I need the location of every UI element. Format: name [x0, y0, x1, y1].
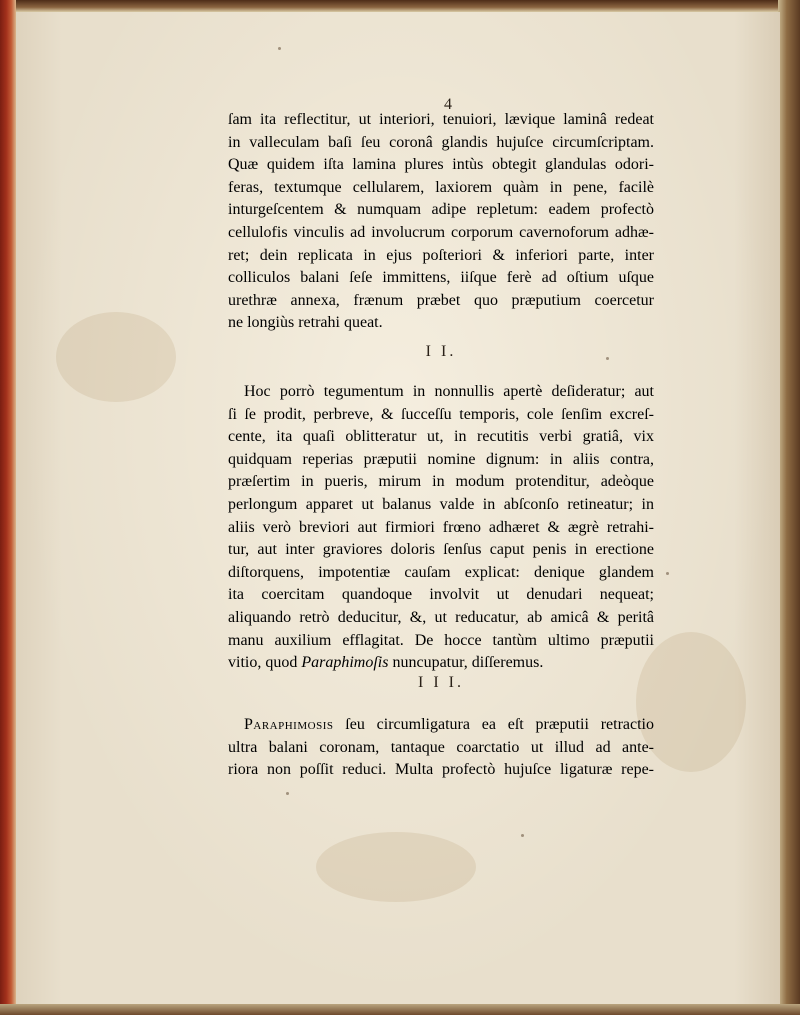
- text-line: aliis verò breviori aut firmiori frœno adhæret & ægrè retrahi-: [228, 518, 654, 536]
- text-line: aliquando retrò deducitur, &, ut reducatur, ab amicâ & peritâ: [228, 608, 654, 626]
- continuation-paragraph: [228, 111, 654, 337]
- text-line: quidquam reperias præputii nomine dignum: in aliis contra,: [228, 450, 654, 468]
- text-fragment: nuncupatur, diſſeremus.: [392, 654, 544, 672]
- text-fragment: ſeu circumligatura ea eſt præputii retractio: [345, 716, 654, 733]
- text-line: ita coercitam quandoque involvit ut denudari nequeat;: [228, 586, 654, 604]
- text-line: feras, textumque cellularem, laxiorem quàm in pene, facilè: [228, 178, 654, 196]
- text-line: ultra balani coronam, tantaque coarctatio ut illud ad ante-: [228, 738, 654, 756]
- text-line: ſam ita reflectitur, ut interiori, tenuiori, lævique laminâ redeat: [228, 111, 654, 128]
- text-line: tur, aut inter graviores doloris ſenſus caput penis in erectione: [228, 541, 654, 559]
- text-line: cente, ita quaſi oblitteratur ut, in recutitis verbi gratiâ, vix: [228, 428, 654, 446]
- text-line: in valleculam baſi ſeu coronâ glandis hujuſce circumſcriptam.: [228, 133, 654, 151]
- section-heading-2: I I.: [425, 343, 457, 360]
- text-line: ne longiùs retrahi queat.: [228, 314, 383, 332]
- text-line: præſertim in pueris, mirum in modum protenditur, adeòque: [228, 473, 654, 491]
- section-heading-3: I I I.: [418, 674, 464, 691]
- italic-term: Paraphimoſis: [301, 654, 389, 672]
- binding-spine: [0, 0, 16, 1015]
- text-line: ret; dein replicata in ejus poſteriori & inferiori parte, inter: [228, 246, 654, 264]
- section-3-paragraph: [228, 716, 654, 784]
- text-line: ſi ſe prodit, perbreve, & ſucceſſu temporis, cole ſenſim excreſ-: [228, 405, 654, 423]
- page-right-edge: [778, 0, 800, 1015]
- page-top-edge: [0, 0, 800, 12]
- page-bottom-edge: [0, 1004, 800, 1015]
- text-line: perlongum apparet ut balanus valde in abſconſo retineatur; in: [228, 495, 654, 513]
- text-line: cellulofis vinculis ad involucrum corporum cavernoforum adhæ-: [228, 223, 654, 241]
- text-line: Hoc porrò tegumentum in nonnullis apertè deſideratur; aut: [244, 383, 654, 400]
- text-line: urethræ annexa, frænum præbet quo præputium coercetur: [228, 291, 654, 309]
- text-line: diſtorquens, impotentiæ cauſam explicat: denique glandem: [228, 563, 654, 581]
- text-line: inturgeſcentem & numquam adipe repletum: eadem profectò: [228, 201, 654, 219]
- page-number: 4: [444, 96, 452, 113]
- section-2-paragraph: [228, 383, 654, 677]
- text-fragment: vitio, quod: [228, 654, 298, 672]
- text-line: Quæ quidem iſta lamina plures intùs obtegit glandulas odori-: [228, 156, 654, 174]
- text-line: riora non poſſit reduci. Multa profectò hujuſce ligaturæ repe-: [228, 761, 654, 779]
- lead-word: Paraphimosis: [244, 716, 334, 733]
- text-line: colliculos balani ſeſe immittens, iiſque ferè ad oſtium uſque: [228, 269, 654, 287]
- text-line-with-lead: [228, 716, 654, 739]
- text-line: manu auxilium efflagitat. De hocce tantùm ultimo præputii: [228, 631, 654, 649]
